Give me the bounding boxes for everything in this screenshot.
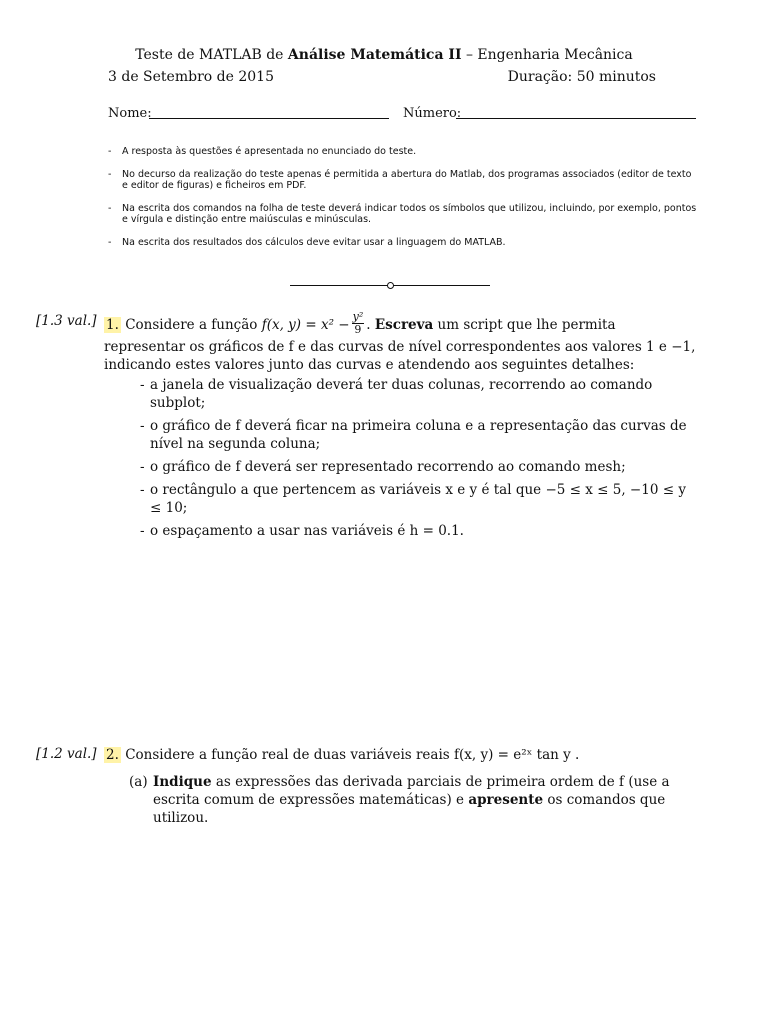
q2-points: [1.2 val.] bbox=[36, 746, 97, 762]
list-item: - o gráfico de f deverá ficar na primeira coluna e a representação das curvas de nível na segunda coluna; bbox=[140, 418, 687, 452]
number-field[interactable] bbox=[456, 118, 696, 119]
name-label: Nome: bbox=[108, 106, 152, 121]
list-item: - o espaçamento a usar nas variáveis é h = 0.1. bbox=[140, 523, 464, 539]
q2a-label: (a) bbox=[129, 774, 148, 790]
instruction-item: - No decurso da realização do teste apenas é permitida a abertura do Matlab, dos programas associados (editor de texto e editor de figuras) e ficheiros em PDF. bbox=[108, 169, 692, 191]
name-field[interactable] bbox=[149, 118, 389, 119]
exam-date: 3 de Setembro de 2015 bbox=[108, 69, 274, 85]
exam-duration: Duração: 50 minutos bbox=[507, 69, 656, 85]
instruction-item: - Na escrita dos comandos na folha de teste deverá indicar todos os símbolos que utilizou, incluindo, por exemplo, pontos e vírgula e distinção entre maiúsculas e minúsculas. bbox=[108, 203, 697, 225]
page-title: Teste de MATLAB de Análise Matemática II – Engenharia Mecânica bbox=[135, 47, 633, 63]
question-2: 2. Considere a função real de duas variáveis reais f(x, y) = e²ˣ tan y . bbox=[106, 747, 580, 763]
fraction: $\frac{\text{y²}}{9}$ bbox=[352, 310, 364, 336]
number-label: Número: bbox=[403, 106, 462, 121]
instructions-list bbox=[108, 146, 700, 260]
q2-number: 2. bbox=[106, 747, 119, 763]
instruction-item: - A resposta às questões é apresentada no enunciado do teste. bbox=[108, 146, 417, 157]
list-item: - o gráfico de f deverá ser representado recorrendo ao comando mesh; bbox=[140, 459, 626, 475]
q1-number: 1. bbox=[106, 317, 119, 333]
q1-points: [1.3 val.] bbox=[36, 313, 97, 329]
list-item: - a janela de visualização deverá ter duas colunas, recorrendo ao comando subplot; bbox=[140, 377, 653, 411]
list-item: - o rectângulo a que pertencem as variáveis x e y é tal que −5 ≤ x ≤ 5, −10 ≤ y ≤ 10; bbox=[140, 482, 686, 516]
instruction-item: - Na escrita dos resultados dos cálculos deve evitar usar a linguagem do MATLAB. bbox=[108, 237, 506, 248]
question-1: 1. Considere a função f(x, y) = x² − $\frac{\text{y²}}{9}$ . Escreva um script que lhe permita representar os gráficos de f e das curvas de nível correspondentes aos valores 1 e −1, indicando estes valores junto das curvas e atendendo aos seguintes detalhes: bbox=[104, 310, 696, 373]
divider-ornament bbox=[387, 282, 394, 289]
q1-details-list bbox=[140, 376, 696, 545]
question-2a: Indique as expressões das derivada parciais de primeira ordem de f (use a escrita comum de expressões matemáticas) e apresente os comandos que utilizou. bbox=[153, 774, 670, 826]
